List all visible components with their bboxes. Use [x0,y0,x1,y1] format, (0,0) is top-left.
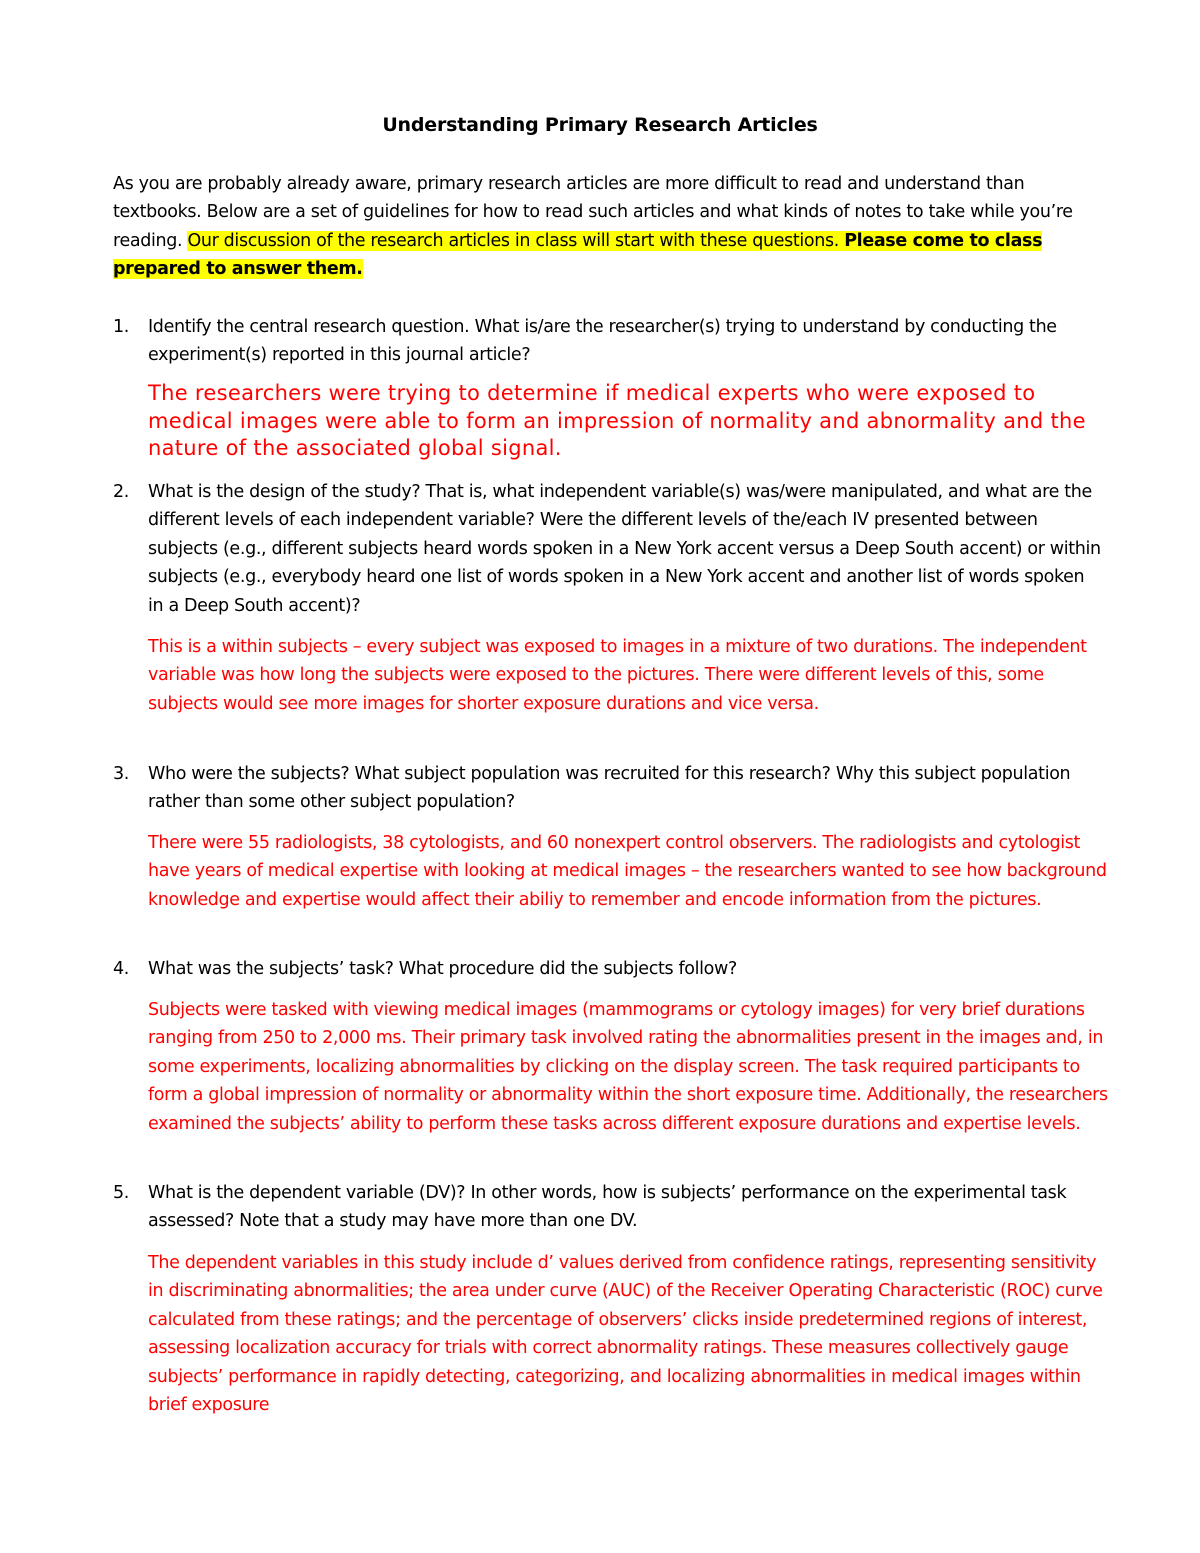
answer-2: This is a within subjects – every subject was exposed to images in a mixture of two durations. The independent variable was how long the subjects were exposed to the pictures. There were different levels of this, some subjects would see more images for shorter exposure durations and vice versa. [148,637,1087,714]
question-number: 1. [113,317,129,337]
answer-3: There were 55 radiologists, 38 cytologists, and 60 nonexpert control observers. The radiologists and cytologist have years of medical expertise with looking at medical images – the researchers wanted to see how background knowledge and expertise would affect their abiliy to remember and encode information from the pictures. [148,833,1107,910]
question-5 [113,1179,1103,1236]
question-text: What is the design of the study? That is, what independent variable(s) was/were manipulated, and what are the different levels of each independent variable? Were the different levels of the/each IV presented between subjects (e.g., different subjects heard words spoken in a New York accent versus a Deep South accent) or within subjects (e.g., everybody heard one list of words spoken in a New York accent and another list of words spoken in a Deep South accent)? [148,482,1101,616]
question-text: Who were the subjects? What subject population was recruited for this research? Why this subject population rather than some other subject population? [148,764,1071,813]
question-number: 5. [113,1183,129,1203]
answer-5: The dependent variables in this study include d’ values derived from confidence ratings, representing sensitivity in discriminating abnormalities; the area under curve (AUC) of the Receiver Operating Characteristic (ROC) curve calculated from these ratings; and the percentage of observers’ clicks inside predetermined regions of interest, assessing localization accuracy for trials with correct abnormality ratings. These measures collectively gauge subjects’ performance in rapidly detecting, categorizing, and localizing abnormalities in medical images within brief exposure [148,1253,1103,1416]
question-4 [113,955,1103,983]
question-number: 3. [113,764,129,784]
intro-paragraph [113,170,1103,284]
intro-text: As you are probably already aware, primary research articles are more difficult to read and understand than textbooks. Below are a set of guidelines for how to read such articles and what kinds of notes to take while you’re reading. [113,174,1073,251]
question-text: Identify the central research question. What is/are the researcher(s) trying to understand by conducting the experiment(s) reported in this journal article? [148,317,1057,366]
intro-highlighted-text: Our discussion of the research articles in class will start with these questions. [187,230,845,251]
question-2 [113,478,1103,620]
intro-highlighted-bold-text: Please come to class prepared to answer them. [113,230,1043,280]
question-number: 4. [113,959,129,979]
question-text: What was the subjects’ task? What procedure did the subjects follow? [148,959,737,979]
answer-1: The researchers were trying to determine if medical experts who were exposed to medical images were able to form an impression of normality and abnormality and the nature of the associated global signal. [148,381,1086,460]
question-number: 2. [113,482,129,502]
question-1 [113,313,1103,370]
question-3 [113,760,1103,817]
document-title: Understanding Primary Research Articles [382,114,818,136]
question-text: What is the dependent variable (DV)? In other words, how is subjects’ performance on the experimental task assessed? Note that a study may have more than one DV. [148,1183,1067,1232]
answer-4: Subjects were tasked with viewing medical images (mammograms or cytology images) for very brief durations ranging from 250 to 2,000 ms. Their primary task involved rating the abnormalities present in the images and, in some experiments, localizing abnormalities by clicking on the display screen. The task required participants to form a global impression of normality or abnormality within the short exposure time. Additionally, the researchers examined the subjects’ ability to perform these tasks across different exposure durations and expertise levels. [148,1000,1108,1134]
